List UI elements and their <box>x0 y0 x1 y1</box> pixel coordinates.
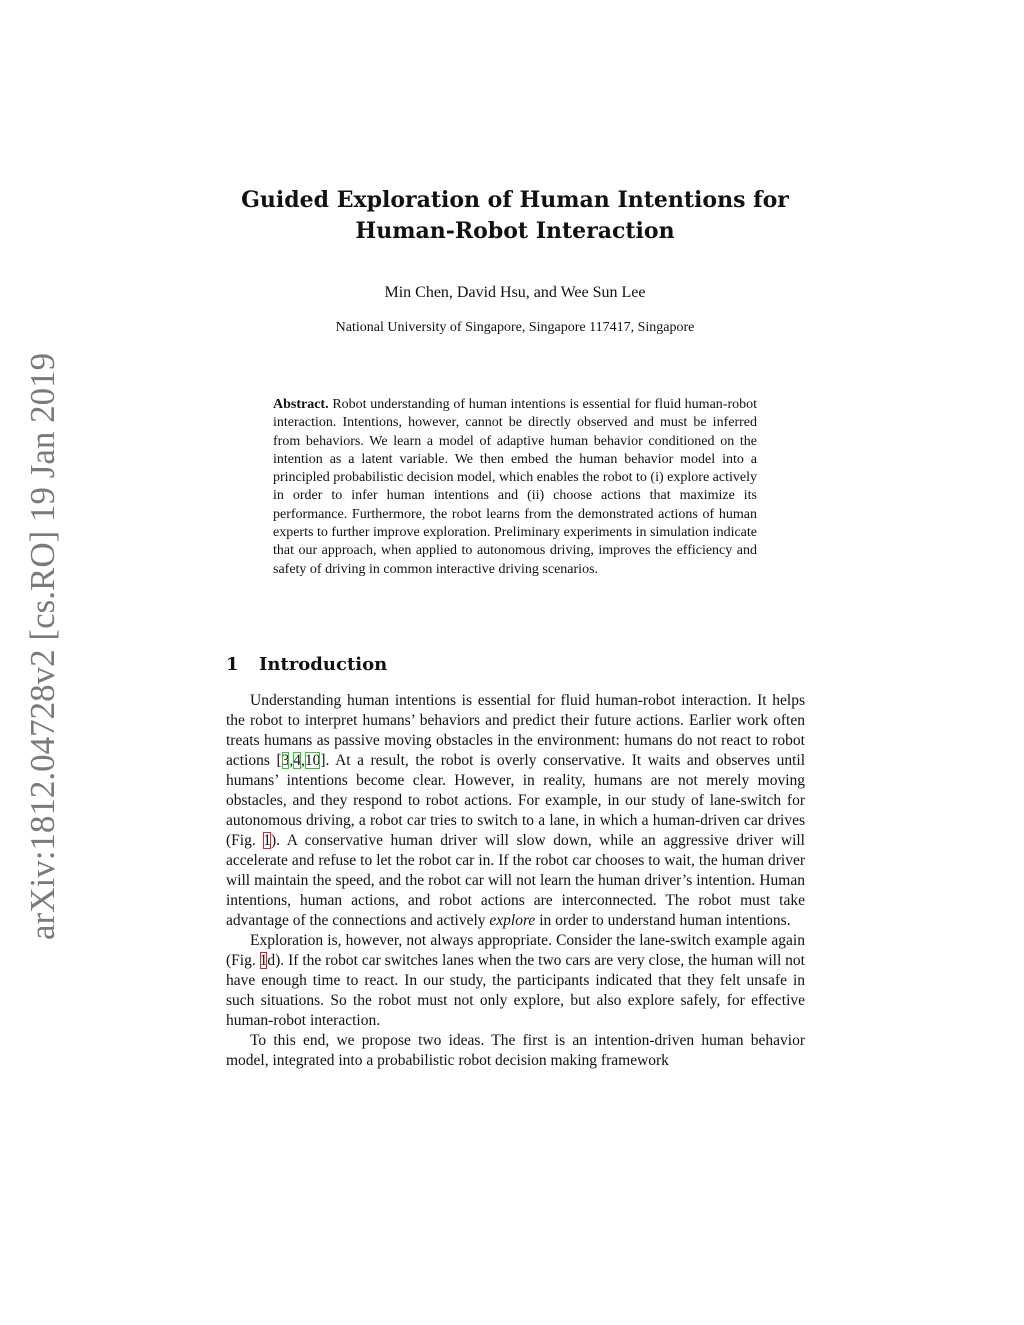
affiliation: National University of Singapore, Singapore 117417, Singapore <box>335 320 695 335</box>
paragraph-1: Understanding human intentions is essential for fluid human-robot interaction. It helps the robot to interpret humans’ behaviors and predict their future actions. Earlier work often treats humans as passive moving obstacles in the environment: humans do not react to robot actions [3,4,10]. At a result, the robot is overly conservative. It waits and observes until humans’ intentions become clear. However, in reality, humans are not merely moving obstacles, and they respond to robot actions. For example, in our study of lane-switch for autonomous driving, a robot car tries to switch to a lane, in which a human-driven car drives (Fig. 1). A conservative human driver will slow down, while an aggressive driver will accelerate and refuse to let the robot car in. If the robot car chooses to wait, the human driver will maintain the speed, and the robot car will not learn the human driver’s intention. Human intentions, human actions, and robot actions are interconnected. The robot must take advantage of the connections and actively explore in order to understand human intentions. <box>226 692 805 929</box>
title-line-2: Human-Robot Interaction <box>355 218 675 244</box>
arxiv-identifier: arXiv:1812.04728v2 [cs.RO] 19 Jan 2019 <box>23 352 62 940</box>
paragraph-2 <box>226 931 805 1031</box>
paragraph-text: Understanding human intentions is essential for fluid human-robot interaction. It helps the robot to interpret humans’ behaviors and predict their future actions. Earlier work often treats humans as passive moving obstacles in the environment: humans do not react to robot actions <box>226 692 805 769</box>
paragraph-text: ). A conservative human driver will slow down, while an aggressive driver will accelerate and refuse to let the robot car in. If the robot car chooses to wait, the human driver will maintain the speed, and the robot car will not learn the human driver’s intention. Human intentions, human actions, and robot actions are interconnected. The robot must take advantage of the connections and actively <box>226 832 805 929</box>
section-body <box>226 691 805 1071</box>
section-heading <box>226 654 626 675</box>
abstract <box>273 396 757 579</box>
paragraph-text: Exploration is, however, not always appropriate. Consider the lane-switch example again (Fig. <box>226 932 805 969</box>
citation-link[interactable]: 3 <box>281 752 290 769</box>
section-title: Introduction <box>259 654 388 675</box>
abstract-label: Abstract. <box>273 397 329 412</box>
paper-title <box>150 185 880 247</box>
paragraph-3: To this end, we propose two ideas. The first is an intention-driven human behavior model, integrated into a probabilistic robot decision making framework <box>226 1032 805 1069</box>
emphasis-text: explore <box>489 912 536 929</box>
paragraph-text: d). If the robot car switches lanes when the two cars are very close, the human will not have enough time to react. In our study, the participants indicated that they felt unsafe in such situations. So the robot must not only explore, but also explore safely, for effective human-robot interaction. <box>226 952 805 1029</box>
citation-link[interactable]: 10 <box>304 752 321 769</box>
citation-link[interactable]: 4 <box>293 752 301 769</box>
paragraph-text: in order to understand human intentions. <box>535 912 791 929</box>
paragraph-text: . At a result, the robot is overly conservative. It waits and observes until humans’ intentions become clear. However, in reality, humans are not merely moving obstacles, and they respond to robot actions. For example, in our study of lane-switch for autonomous driving, a robot car tries to switch to a lane, in which a human-driven car drives (Fig. <box>226 752 805 849</box>
figure-link[interactable]: 1 <box>263 832 272 849</box>
authors: Min Chen, David Hsu, and Wee Sun Lee <box>384 284 646 301</box>
figure-link[interactable]: 1 <box>259 952 268 969</box>
section-number: 1 <box>226 654 239 675</box>
title-line-1: Guided Exploration of Human Intentions for <box>241 187 789 213</box>
abstract-text: Robot understanding of human intentions is essential for fluid human-robot interaction. Intentions, however, cannot be directly observed and must be inferred from behaviors. We learn a model of adaptive human behavior conditioned on the intention as a latent variable. We then embed the human behavior model into a principled probabilistic decision model, which enables the robot to (i) explore actively in order to infer human intentions and (ii) choose actions that maximize its performance. Furthermore, the robot learns from the demonstrated actions of human experts to further improve exploration. Preliminary experiments in simulation indicate that our approach, when applied to autonomous driving, improves the efficiency and safety of driving in common interactive driving scenarios. <box>273 397 757 577</box>
